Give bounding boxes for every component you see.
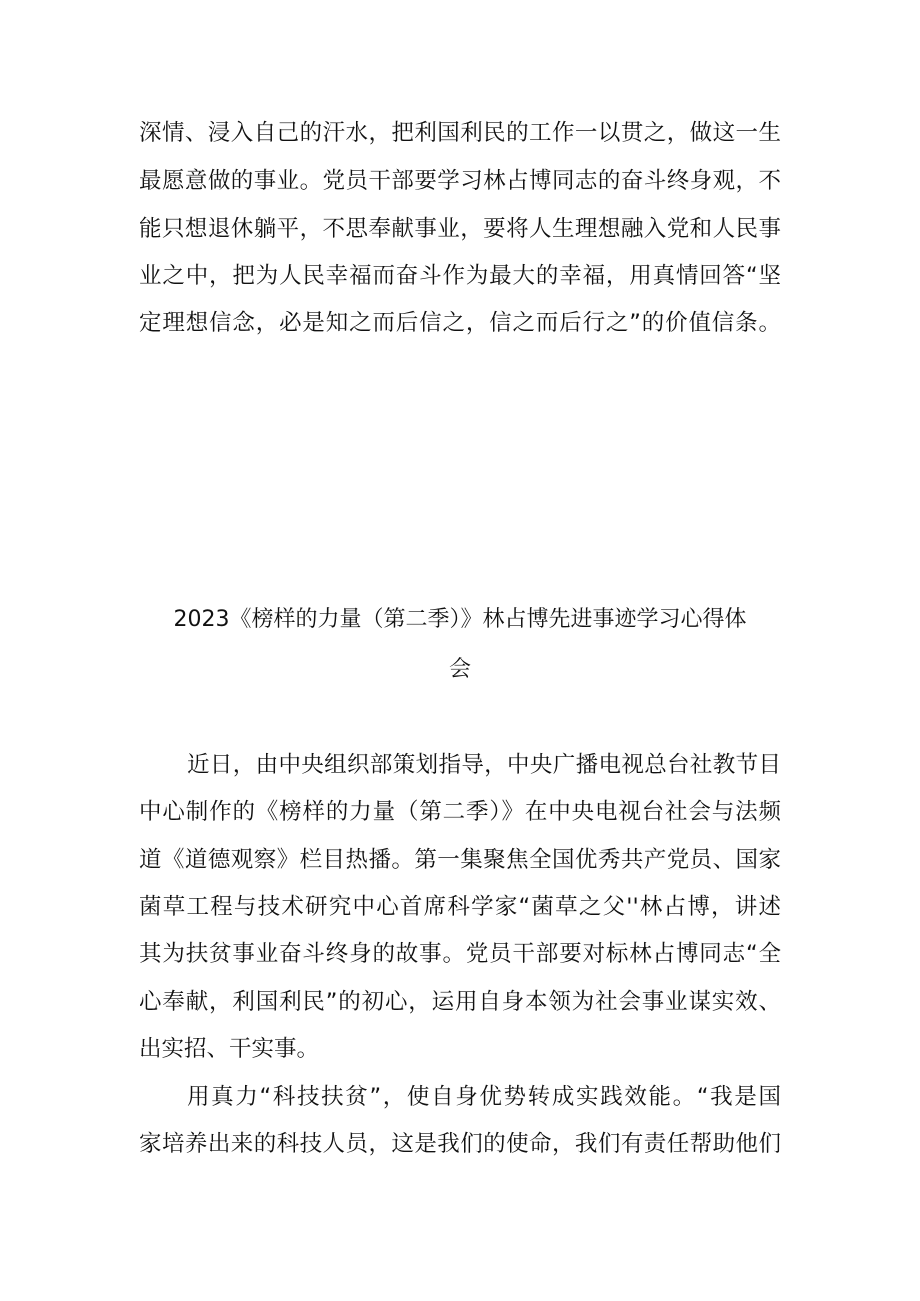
paragraph-line: 道《道德观察》栏目热播。第一集聚焦全国优秀共产党员、国家: [139, 847, 781, 873]
paragraph-line: 菌草工程与技术研究中心首席科学家“菌草之父''林占博，讲述: [139, 894, 781, 920]
paragraph-line: 最愿意做的事业。党员干部要学习林占博同志的奋斗终身观，不: [139, 168, 781, 194]
paragraph-line: 出实招、干实事。: [139, 1036, 320, 1062]
paragraph-line: 业之中，把为人民幸福而奋斗作为最大的幸福，用真情回答“坚: [139, 263, 781, 289]
document-title: 2023《榜样的力量（第二季）》林占博先进事迹学习心得体: [173, 607, 747, 632]
paragraph-line: 近日，由中央组织部策划指导，中央广播电视总台社教节目: [187, 752, 781, 778]
document-title-continued: 会: [448, 657, 471, 682]
paragraph-line: 其为扶贫事业奋斗终身的故事。党员干部要对标林占博同志“全: [139, 941, 781, 967]
paragraph-line: 心奉献，利国利民”的初心，运用自身本领为社会事业谋实效、: [139, 989, 781, 1015]
paragraph-line: 家培养出来的科技人员，这是我们的使命，我们有责任帮助他们: [139, 1131, 781, 1157]
paragraph-line: 定理想信念，必是知之而后信之，信之而后行之”的价值信条。: [139, 310, 781, 336]
paragraph-line: 深情、浸入自己的汗水，把利国利民的工作一以贯之，做这一生: [139, 120, 781, 146]
paragraph-line: 用真力“科技扶贫”，使自身优势转成实践效能。“我是国: [187, 1084, 781, 1110]
paragraph-line: 中心制作的《榜样的力量（第二季）》在中央电视台社会与法频: [139, 799, 781, 825]
paragraph-line: 能只想退休躺平，不思奉献事业，要将人生理想融入党和人民事: [139, 216, 781, 242]
